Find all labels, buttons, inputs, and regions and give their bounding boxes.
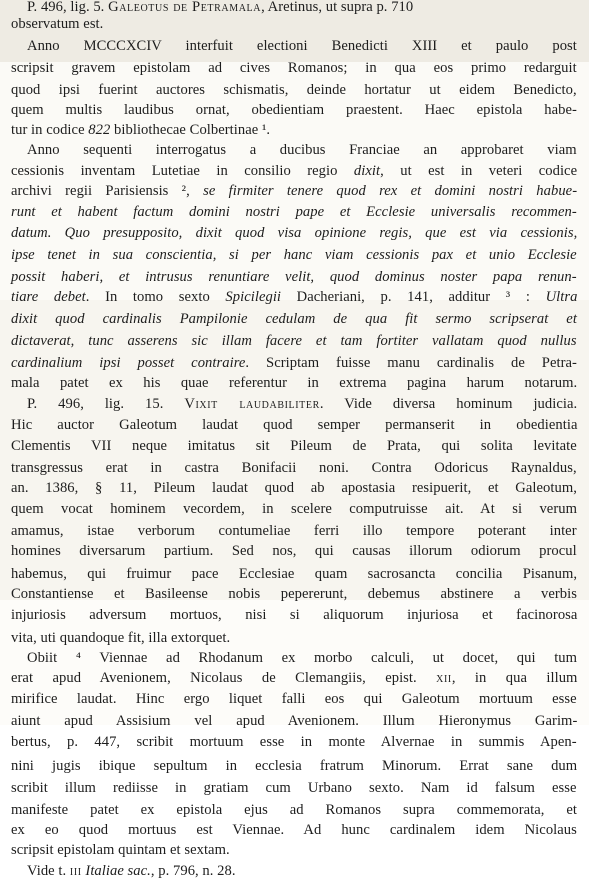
text-line xyxy=(11,586,577,603)
text-run: Ultra xyxy=(545,289,578,305)
text-run: Vide t. xyxy=(27,863,70,879)
text-line xyxy=(11,311,577,328)
text-run: tur in codice xyxy=(11,122,89,138)
text-run: . Scriptam fuisse manu cardinalis de Petra- xyxy=(245,355,577,371)
text-run: , p. 796, n. 28. xyxy=(150,863,236,879)
text-line xyxy=(11,438,577,455)
text-run: se firmiter tenere quod rex et domini nostri habue- xyxy=(203,183,578,199)
text-run: runt et habent factum domini nostri pape et Ecclesie universalis recommen- xyxy=(11,204,577,220)
text-run: manifeste patet ex epistola ejus ad Romanos supra commemorata, et xyxy=(11,802,578,818)
text-run: xii xyxy=(436,670,452,686)
text-run: , in qua illum xyxy=(451,670,578,686)
text-run: archivi regii Parisiensis ², xyxy=(11,183,204,199)
text-line xyxy=(11,758,577,775)
text-run: transgressus erat in castra Bonifacii noni. Contra Odoricus Raynaldus, xyxy=(11,460,577,476)
text-run: possit haberi, et intrusus renuntiare velit, quod dominus noster papa renun- xyxy=(11,269,577,285)
text-run: . In tomo sexto xyxy=(85,289,226,305)
text-run: vita, uti quandoque fit, illa extorquet. xyxy=(11,630,231,646)
text-run: scribit illum rediisse in gratiam cum Urbano sexto. Nam id falsum esse xyxy=(11,780,577,796)
text-run: datum. Quo presupposito, dixit quod visa opinione regis, que est via cessionis, xyxy=(11,225,578,241)
text-run: quod ipsi fuerint auctores schismatis, deinde hortatur ut eidem Benedicto, xyxy=(11,82,577,98)
text-run: cessionis inventam Lutetiae in consilio regio xyxy=(11,163,354,179)
text-line xyxy=(11,289,577,306)
text-run: 822 xyxy=(88,122,111,138)
text-run: mirifice laudat. Hinc ergo liquet falli eos qui Galeotum mortuum esse xyxy=(11,691,577,707)
text-line xyxy=(11,375,577,392)
text-run: P. 496, lig. 15. xyxy=(27,396,185,412)
text-line xyxy=(11,523,577,540)
text-line xyxy=(11,670,577,687)
text-line xyxy=(27,863,236,880)
text-run: Spicilegii xyxy=(225,289,282,305)
text-line xyxy=(11,225,577,242)
text-run: dictaverat, tunc asserens sic illam facere et tam fortiter vallatam quod nullus xyxy=(11,333,577,349)
text-line xyxy=(11,82,577,99)
text-line xyxy=(11,822,577,839)
text-line xyxy=(11,102,577,119)
text-run: aiunt apud Assisium vel apud Avenionem. Illum Hieronymus Garim- xyxy=(11,713,578,729)
text-line xyxy=(11,460,577,477)
text-run: quem multis laudibus ornat, obedientiam praestent. Haec epistola habe- xyxy=(11,102,577,118)
text-line xyxy=(11,480,577,497)
text-line xyxy=(11,543,577,560)
text-line xyxy=(27,0,413,16)
text-run: an. 1386, § 11, Pileum laudat quod ab apostasia resipuerit, et Galeotum, xyxy=(11,480,577,496)
text-run: scripsit epistolam quintam et sextam. xyxy=(11,842,230,858)
text-line xyxy=(11,501,577,518)
text-run: P. 496, lig. 5. xyxy=(27,0,109,15)
text-run: observatum est. xyxy=(11,16,104,32)
text-line xyxy=(11,566,577,583)
text-line xyxy=(27,142,577,159)
text-run: Anno sequenti interrogatus a ducibus Franciae an approbaret viam xyxy=(27,142,577,158)
text-line xyxy=(27,38,577,55)
text-run: . Vide diversa hominum judicia. xyxy=(319,396,578,412)
text-line xyxy=(11,630,230,647)
text-line xyxy=(11,122,270,139)
text-run: , ut est in veteri codice xyxy=(380,163,578,179)
text-line xyxy=(11,355,577,372)
text-line xyxy=(11,842,230,859)
text-line xyxy=(11,780,577,797)
text-run: Anno MCCCXCIV interfuit electioni Benedicti XIII et paulo post xyxy=(27,38,577,54)
text-run: mala patet ex his quae referentur in extrema pagina harum notarum. xyxy=(11,375,578,391)
text-line xyxy=(11,269,577,286)
text-run: Clementis VII neque imitatus sit Pileum de Prata, qui solita levitate xyxy=(11,438,577,454)
text-run: quem vocat hominem vecordem, in scelere computruisse ait. At si verum xyxy=(11,501,577,517)
text-line xyxy=(11,607,577,624)
text-line xyxy=(11,802,577,819)
text-line xyxy=(11,417,577,434)
text-line xyxy=(11,713,577,730)
text-run: Constantiense et Basileense nobis pepererunt, debemus abstinere a verbis xyxy=(11,586,577,602)
text-line xyxy=(11,16,103,33)
text-run: habemus, qui fruimur pace Ecclesiae quam sacrosancta concilia Pisanum, xyxy=(11,566,578,582)
text-run: ex eo quod mortuus est Viennae. Ad hunc cardinalem idem Nicolaus xyxy=(11,822,577,838)
text-line xyxy=(11,247,577,264)
text-run: iii xyxy=(69,863,82,879)
text-run: injuriosis adversum mortuos, nisi si aliquorum injuriosa et facinorosa xyxy=(11,607,578,623)
text-run: dixit xyxy=(353,163,381,179)
text-line xyxy=(11,691,577,708)
text-run: Vixit laudabiliter xyxy=(184,396,320,412)
text-run: Dacheriani, p. 141, additur ³ : xyxy=(281,289,546,305)
text-run: Galeotus de Petramala xyxy=(108,0,262,15)
text-run: , Aretinus, ut supra p. 710 xyxy=(261,0,414,15)
text-line xyxy=(27,650,577,667)
text-line xyxy=(11,734,577,751)
text-run: erat apud Avenionem, Nicolaus de Clemangiis, epist. xyxy=(11,670,437,686)
text-line xyxy=(11,183,577,200)
text-line xyxy=(11,60,577,77)
text-run: bibliothecae Colbertinae ¹. xyxy=(110,122,271,138)
text-run: nini jugis ibique sepultum in ecclesia fratrum Minorum. Errat sane dum xyxy=(11,758,578,774)
text-line xyxy=(11,204,577,221)
text-line xyxy=(11,163,577,180)
text-run: bertus, p. 447, scribit mortuum esse in monte Alvernae in summis Apen- xyxy=(11,734,577,750)
text-run: Hic auctor Galeotum laudat quod semper permanserit in obedientia xyxy=(11,417,578,433)
text-run: ipse tenet in sua conscientia, si per hanc viam cessionis pax et unio Ecclesie xyxy=(11,247,577,263)
text-run: homines diversarum partium. Sed nos, qui causas illorum odiorum procul xyxy=(11,543,577,559)
text-run: tiare debet xyxy=(11,289,86,305)
text-run: Obiit ⁴ Viennae ad Rhodanum ex morbo calculi, ut docet, qui tum xyxy=(27,650,578,666)
text-run: Italiae sac. xyxy=(85,863,151,879)
text-run: amamus, istae verborum contumeliae ferri illo tempore poterant inter xyxy=(11,523,577,539)
text-run: dixit quod cardinalis Pampilonie cedulam de qua fit sermo scripserat et xyxy=(11,311,577,327)
text-line xyxy=(27,396,577,413)
text-run: cardinalium ipsi posset contraire xyxy=(11,355,246,371)
text-line xyxy=(11,333,577,350)
text-run: scripsit gravem epistolam ad cives Romanos; in qua eos primo redarguit xyxy=(11,60,577,76)
